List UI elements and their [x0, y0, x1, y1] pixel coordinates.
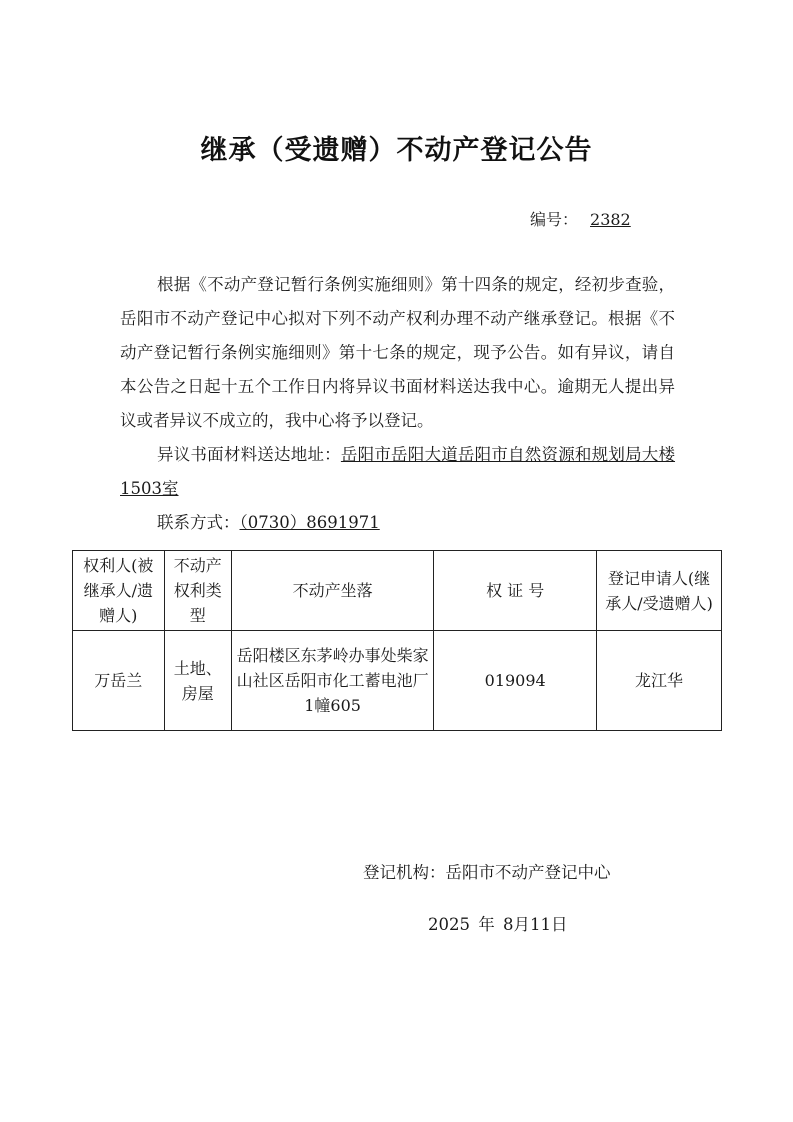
header-applicant: 登记申请人(继承人/受遗赠人): [597, 551, 722, 631]
contact-line: [157, 506, 557, 540]
address-value: 岳阳市岳阳大道岳阳市自然资源和规划局大楼1503室: [120, 445, 676, 498]
cell-applicant: 龙江华: [597, 631, 722, 731]
registration-agency: 登记机构：岳阳市不动产登记中心: [363, 863, 611, 882]
header-owner: 权利人(被继承人/遗赠人): [73, 551, 165, 631]
page-title: 继承（受遗赠）不动产登记公告: [200, 135, 593, 166]
address-label: 异议书面材料送达地址：: [157, 445, 341, 464]
table-header-row: [73, 551, 722, 631]
table-row: [73, 631, 722, 731]
address-line: [120, 438, 675, 506]
registration-table: [72, 550, 722, 731]
notice-paragraph: 根据《不动产登记暂行条例实施细则》第十四条的规定，经初步查验，岳阳市不动产登记中心拟对下列不动产权利办理不动产继承登记。根据《不动产登记暂行条例实施细则》第十七条的规定，现予公告。如有异议，请自本公告之日起十五个工作日内将异议书面材料送达我中心。逾期无人提出异议或者异议不成立的，我中心将予以登记。: [120, 275, 675, 430]
cell-cert-number: 019094: [434, 631, 597, 731]
cell-location: 岳阳楼区东茅岭办事处柴家山社区岳阳市化工蓄电池厂1幢605: [231, 631, 433, 731]
header-location: 不动产坐落: [231, 551, 433, 631]
contact-value: （0730）8691971: [239, 513, 380, 532]
serial-label: 编号：: [530, 210, 579, 229]
notice-date: 2025 年 8月11日: [428, 915, 568, 934]
serial-number: [530, 207, 631, 230]
contact-label: 联系方式：: [157, 513, 240, 532]
cell-right-type: 土地、房屋: [164, 631, 231, 731]
cell-owner: 万岳兰: [73, 631, 165, 731]
header-cert-number: 权 证 号: [434, 551, 597, 631]
serial-value: 2382: [590, 210, 631, 229]
header-right-type: 不动产权利类型: [164, 551, 231, 631]
